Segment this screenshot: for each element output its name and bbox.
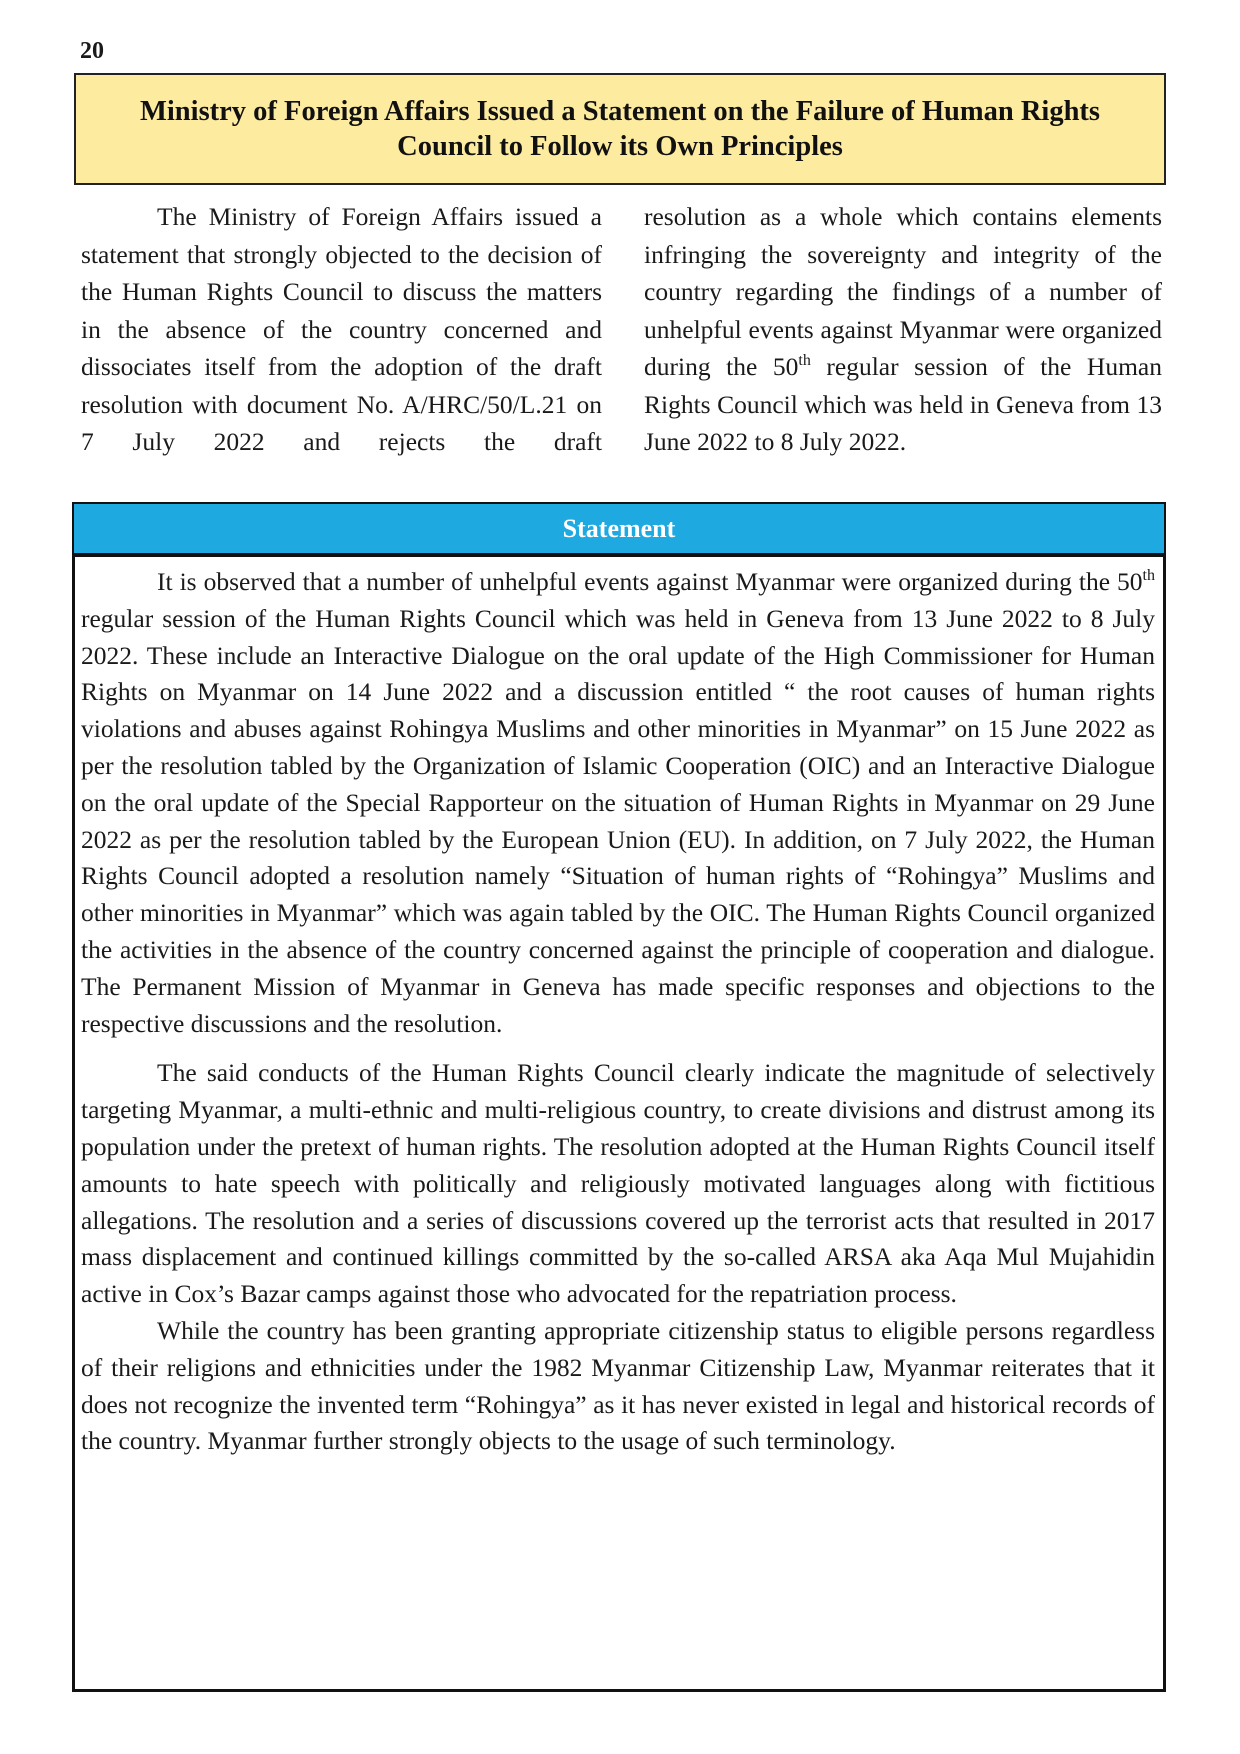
statement-ordinal-suffix: th (1142, 567, 1155, 584)
statement-heading: Statement (72, 502, 1166, 557)
statement-box (72, 555, 1166, 1692)
statement-paragraph-3: While the country has been granting appropriate citizenship status to eligible persons regardless of their religions and ethnicities under the 1982 Myanmar Citizenship Law, Myanmar reiterates that it does not recognize the invented term “Rohingya” as it has never existed in legal and historical records of the country. Myanmar further strongly objects to the usage of such terminology. (81, 1315, 1155, 1456)
intro-right-text-2: regular session of the Human Rights Council which was held in Geneva from 13 June 2022 to 8 July 2022. (644, 352, 1163, 456)
page-title: Ministry of Foreign Affairs Issued a Statement on the Failure of Human Rights Council to Follow its Own Principles (139, 96, 1100, 162)
intro-ordinal-suffix: th (798, 352, 811, 369)
intro-left-column: The Ministry of Foreign Affairs issued a statement that strongly objected to the decision of the Human Rights Council to discuss the matters in the absence of the country concerned and dissociates itself from the adoption of the draft resolution with document No. A/HRC/50/L.21 on 7 July 2022 and rejects the draft (81, 202, 602, 456)
intro-right-text-1: resolution as a whole which contains elements infringing the sovereignty and integrity of the country regarding the findings of a number of unhelpful events against Myanmar were organized during the 50 (644, 202, 1162, 381)
statement-p1-text-2: regular session of the Human Rights Council which was held in Geneva from 13 June 2022 to 8 July 2022. These include an Interactive Dialogue on the oral update of the High Commissioner for Human Rights on Myanmar on 14 June 2022 and a discussion entitled “ the root causes of human rights violations and abuses against Rohingya Muslims and other minorities in Myanmar” on 15 June 2022 as per the resolution tabled by the Organization of Islamic Cooperation (OIC) and an Interactive Dialogue on the oral update of the Special Rapporteur on the situation of Human Rights in Myanmar on 29 June 2022 as per the resolution tabled by the European Union (EU). In addition, on 7 July 2022, the Human Rights Council adopted a resolution namely “Situation of human rights of “Rohingya” Muslims and other minorities in Myanmar” which was again tabled by the OIC. The Human Rights Council organized the activities in the absence of the country concerned against the principle of cooperation and dialogue. The Permanent Mission of Myanmar in Geneva has made specific responses and objections to the respective discussions and the resolution. (81, 603, 1155, 1038)
page-number: 20 (80, 38, 104, 64)
statement-paragraph-2: The said conducts of the Human Rights Council clearly indicate the magnitude of selectively targeting Myanmar, a multi-ethnic and multi-religious country, to create divisions and distrust among its population under the pretext of human rights. The resolution adopted at the Human Rights Council itself amounts to hate speech with politically and religiously motivated languages along with fictitious allegations. The resolution and a series of discussions covered up the terrorist acts that resulted in 2017 mass displacement and continued killings committed by the so-called ARSA aka Aqa Mul Mujahidin active in Cox’s Bazar camps against those who advocated for the repatriation process. (81, 1058, 1155, 1309)
statement-p1-text-1: It is observed that a number of unhelpful events against Myanmar were organized during the 50 (157, 567, 1143, 596)
title-box (74, 73, 1166, 185)
statement-paragraph-1 (81, 564, 1155, 1042)
intro-right-column (644, 198, 1162, 461)
